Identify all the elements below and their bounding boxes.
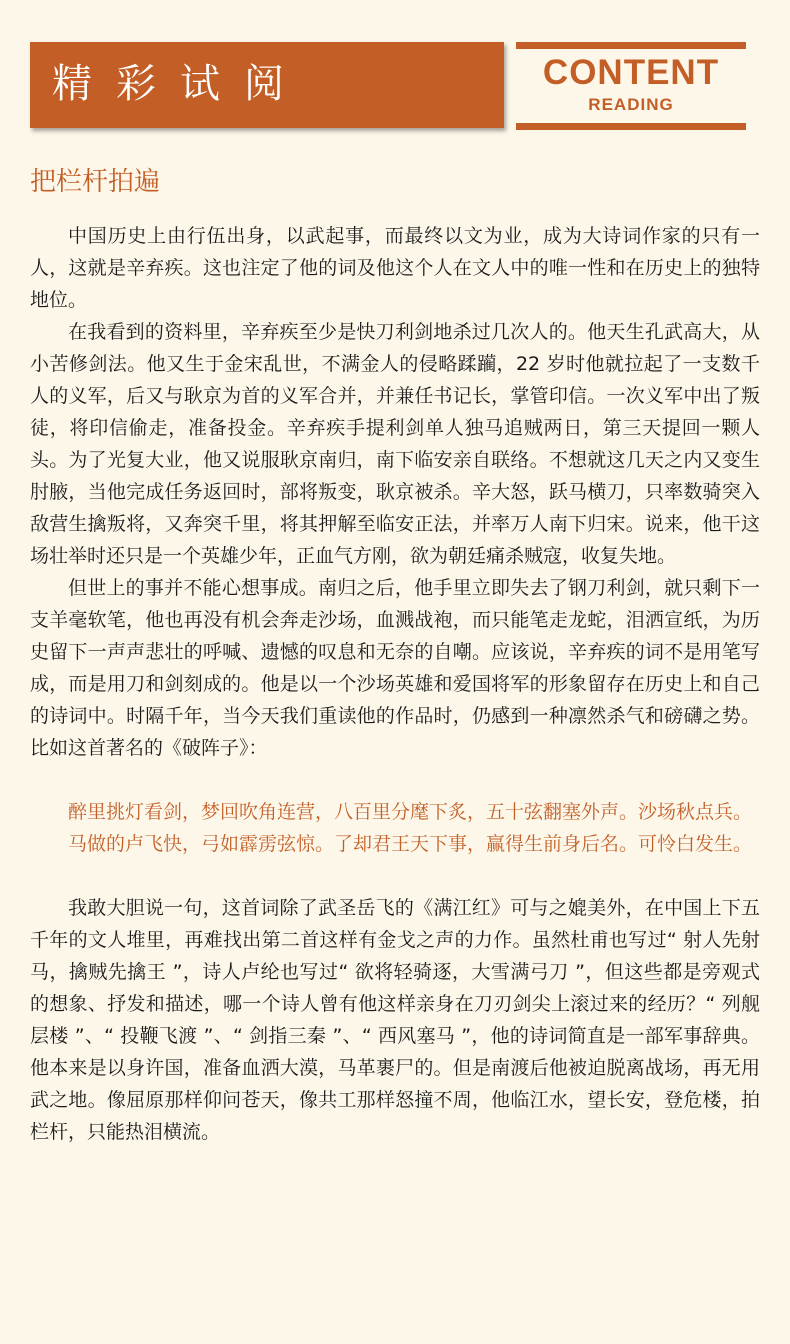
badge-bottom-bar	[516, 123, 746, 130]
spacer	[30, 764, 760, 796]
poem-line: 醉里挑灯看剑，梦回吹角连营，八百里分麾下炙，五十弦翻塞外声。沙场秋点兵。	[68, 801, 753, 823]
content-reading-badge	[516, 42, 746, 130]
badge-top-bar	[516, 42, 746, 49]
article-title: 把栏杆拍遍	[30, 167, 161, 197]
badge-sub-text: READING	[588, 95, 674, 114]
spacer	[30, 860, 760, 892]
banner-title: 精彩试阅	[52, 61, 308, 107]
section-banner	[30, 42, 504, 128]
paragraph: 中国历史上由行伍出身，以武起事，而最终以文为业，成为大诗词作家的只有一人，这就是辛弃疾。这也注定了他的词及他这个人在文人中的唯一性和在历史上的独特地位。	[30, 225, 760, 311]
paragraph: 但世上的事并不能心想事成。南归之后，他手里立即失去了钢刀利剑，就只剩下一支羊毫软笔，他也再没有机会奔走沙场，血溅战袍，而只能笔走龙蛇，泪洒宣纸，为历史留下一声声悲壮的呼喊、遗憾的叹息和无奈的自嘲。应该说，辛弃疾的词不是用笔写成，而是用刀和剑刻成的。他是以一个沙场英雄和爱国将军的形象留存在历史上和自己的诗词中。时隔千年，当今天我们重读他的作品时，仍感到一种凛然杀气和磅礴之势。比如这首著名的《破阵子》：	[30, 577, 760, 759]
article-body	[30, 220, 760, 1148]
poem-line: 马做的卢飞快，弓如霹雳弦惊。了却君王天下事，赢得生前身后名。可怜白发生。	[68, 833, 753, 855]
badge-main-text: CONTENT	[542, 53, 720, 92]
paragraph: 我敢大胆说一句，这首词除了武圣岳飞的《满江红》可与之媲美外，在中国上下五千年的文人堆里，再难找出第二首这样有金戈之声的力作。虽然杜甫也写过“ 射人先射马，擒贼先擒王 ”，诗人卢纶也写过“ 欲将轻骑逐，大雪满弓刀 ”，但这些都是旁观式的想象、抒发和描述，哪一个诗人曾有他这样亲身在刀刃剑尖上滚过来的经历？“ 列舰层楼 ”、“ 投鞭飞渡 ”、“ 剑指三秦 ”、“ 西风塞马 ”，他的诗词简直是一部军事辞典。他本来是以身许国，准备血洒大漠，马革裹尸的。但是南渡后他被迫脱离战场，再无用武之地。像屈原那样仰问苍天，像共工那样怒撞不周，他临江水，望长安，登危楼，拍栏杆，只能热泪横流。	[30, 897, 760, 1143]
paragraph: 在我看到的资料里，辛弃疾至少是快刀利剑地杀过几次人的。他天生孔武高大，从小苦修剑法。他又生于金宋乱世，不满金人的侵略蹂躏，22 岁时他就拉起了一支数千人的义军，后又与耿京为首的义军合并，并兼任书记长，掌管印信。一次义军中出了叛徒，将印信偷走，准备投金。辛弃疾手提利剑单人独马追贼两日，第三天提回一颗人头。为了光复大业，他又说服耿京南归，南下临安亲自联络。不想就这几天之内又变生肘腋，当他完成任务返回时，部将叛变，耿京被杀。辛大怒，跃马横刀，只率数骑突入敌营生擒叛将，又奔突千里，将其押解至临安正法，并率万人南下归宋。说来，他干这场壮举时还只是一个英雄少年，正血气方刚，欲为朝廷痛杀贼寇，收复失地。	[30, 321, 760, 567]
